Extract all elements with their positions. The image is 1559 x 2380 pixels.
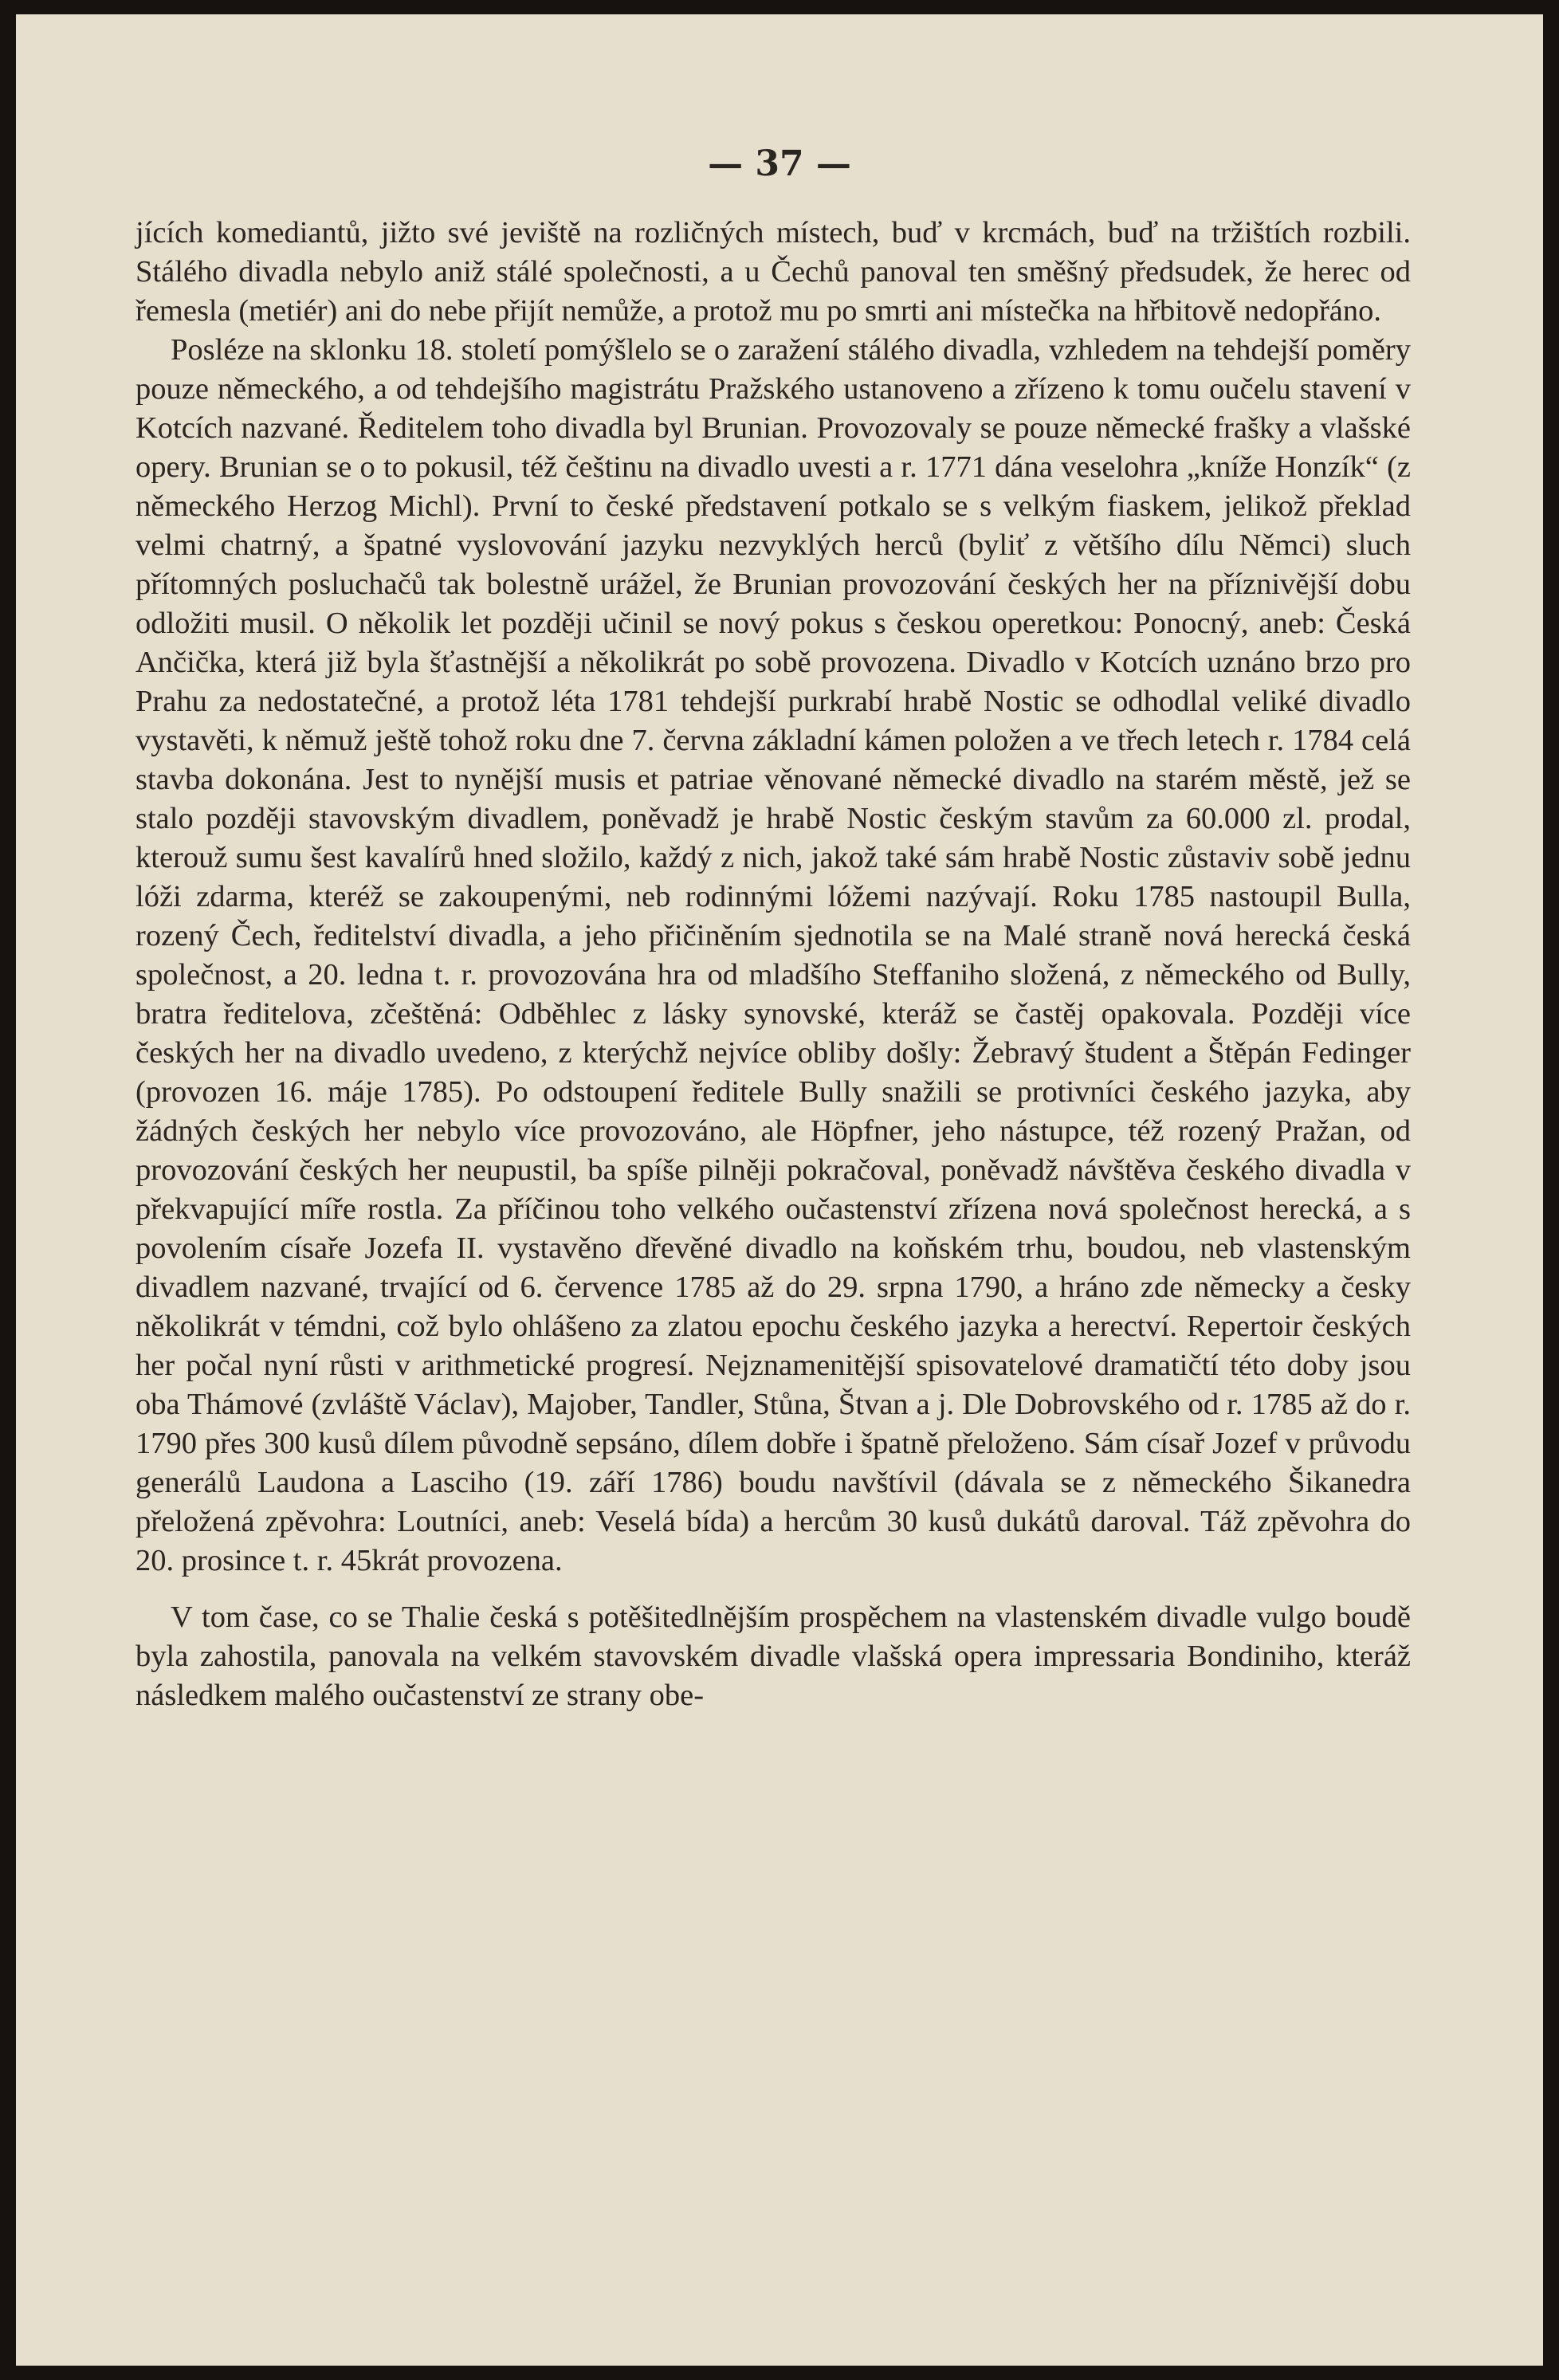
paragraph-1: jících komediantů, jižto své jeviště na rozličných místech, buď v krcmách, buď na tržištích rozbili. Stálého divadla nebylo aniž stálé společnosti, a u Čechů panoval ten směšný předsudek, že herec od řemesla (metiér) ani do nebe přijít nemůže, a protož mu po smrti ani místečka na hřbitově nedopřáno. xyxy=(135,216,1411,328)
page-number: — 37 — xyxy=(708,143,851,184)
page-body xyxy=(135,214,1411,1715)
paragraph-3: V tom čase, co se Thalie česká s potěšitedlnějším prospěchem na vlastenském divadle vulgo boudě byla zahostila, panovala na velkém stavovském divadle vlašská opera impressaria Bondiniho, kteráž následkem malého oučastenství ze strany obe- xyxy=(135,1600,1411,1712)
book-page xyxy=(16,14,1543,2366)
paragraph-2: Posléze na sklonku 18. století pomýšlelo se o zaražení stálého divadla, vzhledem na tehdejší poměry pouze německého, a od tehdejšího magistrátu Pražského ustanoveno a zřízeno k tomu oučelu stavení v Kotcích nazvané. Ředitelem toho divadla byl Brunian. Provozovaly se pouze německé frašky a vlašské opery. Brunian se o to pokusil, též češtinu na divadlo uvesti a r. 1771 dána veselohra „kníže Honzík“ (z německého Herzog Michl). První to české představení potkalo se s velkým fiaskem, jelikož překlad velmi chatrný, a špatné vyslovování jazyku nezvyklých herců (byliť z většího dílu Němci) sluch přítomných posluchačů tak bolestně urážel, že Brunian provozování českých her na příznivější dobu odložiti musil. O několik let později učinil se nový pokus s českou operetkou: Ponocný, aneb: Česká Ančička, která již byla šťastnější a několikrát po sobě provozena. Divadlo v Kotcích uznáno brzo pro Prahu za nedostatečné, a protož léta 1781 tehdejší purkrabí hrabě Nostic se odhodlal veliké divadlo vystavěti, k němuž ještě tohož roku dne 7. června základní kámen položen a ve třech letech r. 1784 celá stavba dokonána. Jest to nynější musis et patriae věnované německé divadlo na starém městě, jež se stalo později stavovským divadlem, poněvadž je hrabě Nostic českým stavům za 60.000 zl. prodal, kterouž sumu šest kavalírů hned složilo, každý z nich, jakož také sám hrabě Nostic zůstaviv sobě jednu lóži zdarma, kteréž se zakoupenými, neb rodinnými lóžemi nazývají. Roku 1785 nastoupil Bulla, rozený Čech, ředitelství divadla, a jeho přičiněním sjednotila se na Malé straně nová herecká česká společnost, a 20. ledna t. r. provozována hra od mladšího Steffaniho složená, z německého od Bully, bratra ředitelova, zčeštěná: Odběhlec z lásky synovské, kteráž se častěj opakovala. Později více českých her na divadlo uvedeno, z kterýchž nejvíce obliby došly: Žebravý študent a Štěpán Fedinger (provozen 16. máje 1785). Po odstoupení ředitele Bully snažili se protivníci českého jazyka, aby žádných českých her nebylo více provozováno, ale Höpfner, jeho nástupce, též rozený Pražan, od provozování českých her neupustil, ba spíše pilněji pokračoval, poněvadž návštěva českého divadla v překvapující míře rostla. Za příčinou toho velkého oučastenství zřízena nová společnost herecká, a s povolením císaře Jozefa II. vystavěno dřevěné divadlo na koňském trhu, boudou, neb vlastenským divadlem nazvané, trvající od 6. července 1785 až do 29. srpna 1790, a hráno zde německy a česky několikrát v témdni, což bylo ohlášeno za zlatou epochu českého jazyka a herectví. Repertoir českých her počal nyní růsti v arithmetické progresí. Nejznamenitější spisovatelové dramatičtí této doby jsou oba Thámové (zvláště Václav), Majober, Tandler, Stůna, Štvan a j. Dle Dobrovského od r. 1785 až do r. 1790 přes 300 kusů dílem původně sepsáno, dílem dobře i špatně přeloženo. Sám císař Jozef v průvodu generálů Laudona a Lasciho (19. září 1786) boudu navštívil (dávala se z německého Šikanedra přeložená zpěvohra: Loutníci, aneb: Veselá bída) a hercům 30 kusů dukátů daroval. Táž zpěvohra do 20. prosince t. r. 45krát provozena. xyxy=(135,333,1411,1577)
